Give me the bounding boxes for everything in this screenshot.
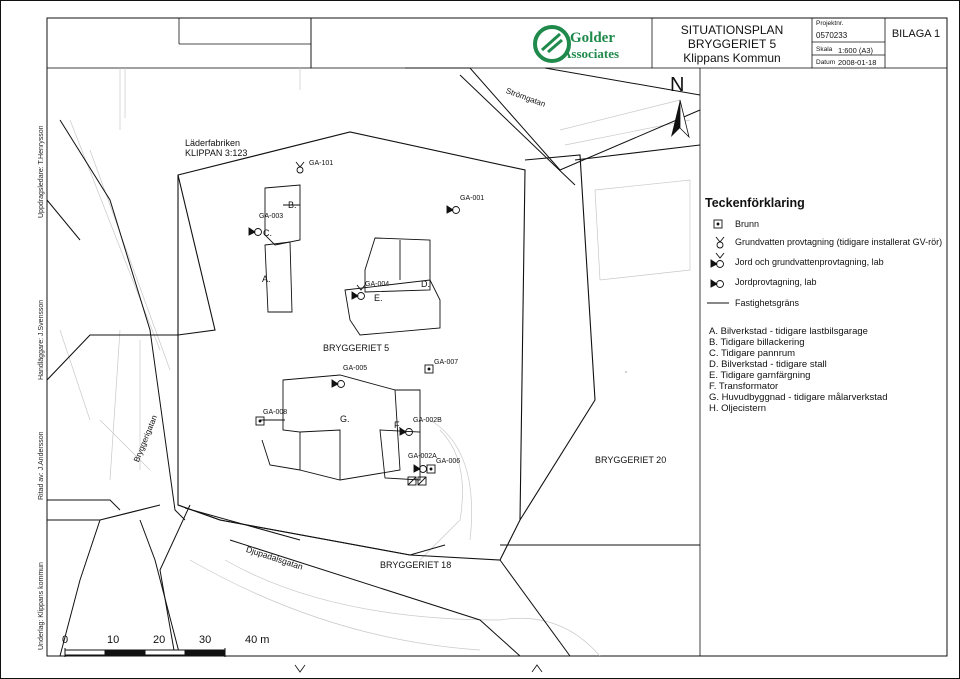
point-ga003: GA-003 [259, 213, 284, 220]
projekt-label: Projektnr. [816, 20, 844, 27]
point-ga004: GA-004 [365, 281, 390, 288]
point-ga007: GA-007 [434, 359, 459, 366]
title-line-2: BRYGGERIET 5 [687, 37, 777, 51]
desc-g: G. Huvudbyggnad - tidigare målarverkstad [709, 392, 888, 403]
side-label-underlag: Underlag: Klippans kommun [38, 562, 45, 650]
page-frame [1, 1, 960, 679]
datum-label: Datum [816, 59, 836, 66]
point-ga001: GA-001 [460, 195, 485, 202]
label-klippan: KLIPPAN 3:123 [185, 148, 248, 158]
building-a: A. [262, 274, 271, 284]
legend-item-brunn: Brunn [735, 219, 760, 229]
buildings [260, 185, 440, 480]
desc-c: C. Tidigare pannrum [709, 348, 796, 359]
legend-soil-groundwater-icon [711, 253, 724, 268]
point-ga006: GA-006 [436, 458, 461, 465]
building-g: G. [340, 414, 350, 424]
datum-value: 2008-01-18 [838, 58, 877, 67]
building-f: F. [394, 420, 402, 430]
ga-101-symbol [296, 162, 304, 173]
side-label-uppdrag: Uppdragsledare: T.Henrysson [38, 125, 45, 218]
point-ga008: GA-008 [263, 409, 288, 416]
desc-a: A. Bilverkstad - tidigare lastbilsgarage [709, 326, 868, 337]
legend-item-jordprov: Jordprovtagning, lab [735, 277, 817, 287]
point-ga002a: GA-002A [408, 453, 437, 460]
building-d: D. [421, 279, 430, 289]
label-bryggeriet18: BRYGGERIET 18 [380, 560, 452, 570]
cistern-boxes [408, 477, 426, 485]
legend-symbols [707, 220, 729, 303]
desc-b: B. Tidigare billackering [709, 337, 805, 348]
skala-value: 1:600 (A3) [838, 46, 874, 55]
legend-soil-sample-icon [711, 280, 724, 288]
title-line-1: SITUATIONSPLAN [680, 23, 784, 37]
scale-tick-0: 0 [62, 634, 69, 646]
bilaga-label: BILAGA 1 [891, 28, 941, 40]
scale-tick-40: 40 m [245, 634, 270, 646]
side-label-ritad: Ritad av: J.Andersson [38, 431, 45, 500]
scale-tick-10: 10 [107, 634, 120, 646]
label-stromgatan: Strömgatan [504, 86, 547, 109]
desc-h: H. Oljecistern [709, 403, 767, 414]
roads [47, 68, 700, 656]
ga-007-symbol [425, 365, 433, 373]
north-label: N [670, 74, 685, 96]
legend-groundwater-icon [716, 237, 724, 248]
point-ga002b: GA-002B [413, 417, 442, 424]
label-laderfabriken: Läderfabriken [185, 138, 241, 148]
ga-004-symbol [352, 285, 365, 300]
label-bryggeriet20: BRYGGERIET 20 [595, 455, 667, 465]
ga-005-symbol [332, 380, 345, 388]
projekt-value: 0570233 [816, 31, 848, 40]
ga-006-symbol [427, 465, 435, 473]
ga-008-symbol [256, 417, 264, 425]
building-e: E. [374, 293, 383, 303]
point-ga101: GA-101 [309, 160, 334, 167]
title-line-3: Klippans Kommun [683, 51, 781, 65]
north-arrow-icon [671, 100, 689, 137]
building-c: C. [263, 228, 272, 238]
building-b: B. [288, 200, 297, 210]
side-label-handlaggare: Handläggare: J.Svensson [38, 299, 45, 380]
sample-symbols [249, 162, 460, 485]
scale-tick-30: 30 [199, 634, 212, 646]
legend-well-icon [714, 220, 722, 228]
legend-item-fastighetsgrans: Fastighetsgräns [735, 298, 800, 308]
label-bryggeriet5: BRYGGERIET 5 [323, 343, 390, 353]
skala-label: Skala [816, 46, 833, 53]
scale-tick-20: 20 [153, 634, 166, 646]
golder-text: Golder [570, 30, 615, 46]
label-bryggerigatan: Bryggerigatan [132, 413, 160, 464]
desc-f: F. Transformator [709, 381, 779, 392]
ga-003-symbol [249, 228, 262, 236]
associates-text: Associates [562, 46, 620, 61]
legend-item-jord-grundvatten: Jord och grundvattenprovtagning, lab [735, 257, 884, 267]
ga-001-symbol [447, 206, 460, 214]
desc-d: D. Bilverkstad - tidigare stall [709, 359, 827, 370]
golder-logo [532, 24, 632, 64]
desc-e: E. Tidigare garnfärgning [709, 370, 811, 381]
label-djupadalsgatan: Djupadalsgatan [244, 544, 305, 572]
legend-title: Teckenförklaring [705, 196, 805, 210]
point-ga005: GA-005 [343, 365, 368, 372]
legend-item-grundvatten: Grundvatten provtagning (tidigare installerat GV-rör) [735, 237, 943, 247]
